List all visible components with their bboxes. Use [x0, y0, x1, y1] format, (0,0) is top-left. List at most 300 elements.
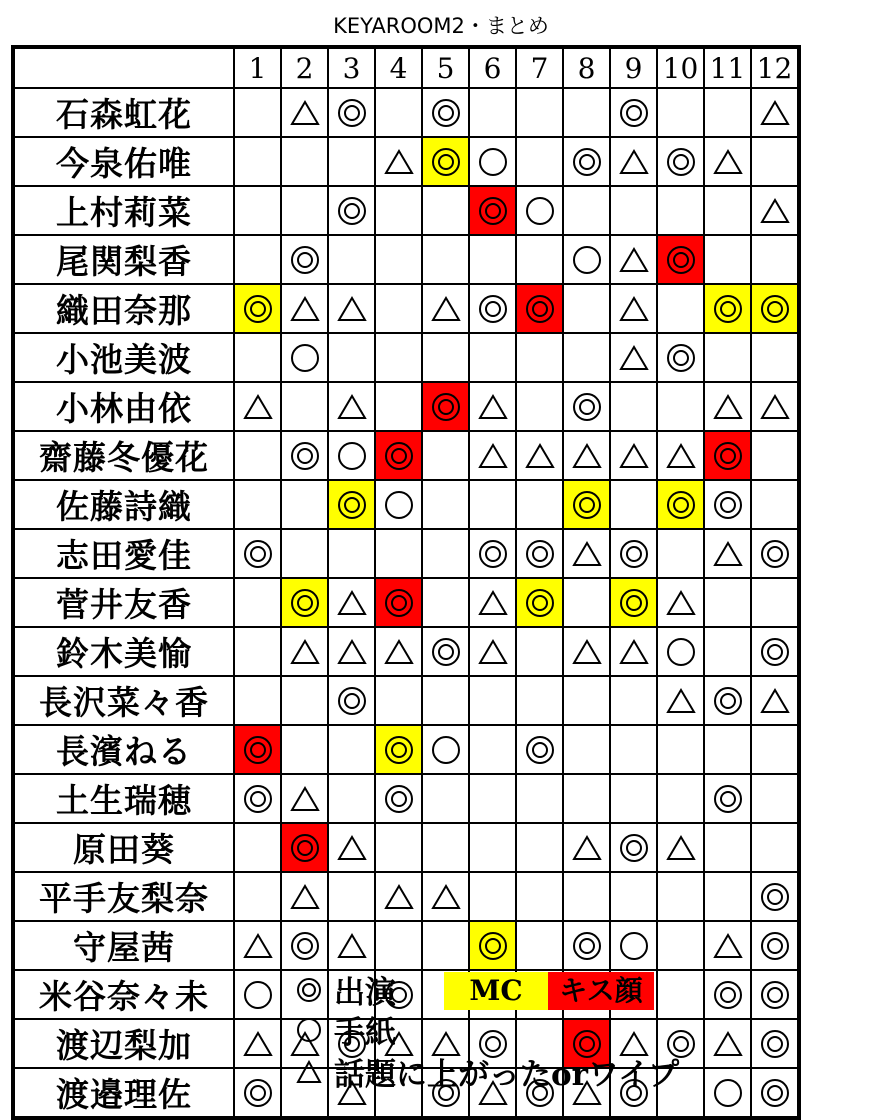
double-circle-icon: [470, 294, 515, 324]
double-circle-icon: [752, 294, 797, 324]
circle-icon: [235, 980, 280, 1010]
double-circle-icon: [282, 588, 327, 618]
double-circle-icon: [329, 196, 374, 226]
table-cell: [469, 578, 516, 627]
column-header: 12: [751, 47, 799, 88]
table-row: [13, 725, 799, 774]
table-cell: [516, 137, 563, 186]
table-cell: [704, 1019, 751, 1068]
column-header: 6: [469, 47, 516, 88]
table-cell: [516, 186, 563, 235]
triangle-icon: [517, 441, 562, 471]
triangle-icon: [376, 637, 421, 667]
table-cell: [469, 88, 516, 137]
double-circle-icon: [752, 539, 797, 569]
table-cell: [422, 137, 469, 186]
table-cell: [375, 676, 422, 725]
table-cell: [610, 872, 657, 921]
double-circle-icon: [282, 441, 327, 471]
table-cell: [610, 529, 657, 578]
table-cell: [751, 725, 799, 774]
table-cell: [281, 578, 328, 627]
double-circle-icon: [705, 441, 750, 471]
table-cell: [328, 137, 375, 186]
table-cell: [234, 382, 281, 431]
table-cell: [563, 823, 610, 872]
table-cell: [516, 431, 563, 480]
table-cell: [563, 578, 610, 627]
table-cell: [657, 284, 704, 333]
table-cell: [610, 333, 657, 382]
double-circle-icon: [235, 539, 280, 569]
table-cell: [516, 88, 563, 137]
table-cell: [704, 137, 751, 186]
table-cell: [657, 823, 704, 872]
table-cell: [516, 333, 563, 382]
table-cell: [610, 137, 657, 186]
table-cell: [422, 382, 469, 431]
table-cell: [516, 529, 563, 578]
member-name: 織田奈那: [13, 284, 234, 333]
triangle-icon: [705, 147, 750, 177]
table-cell: [657, 382, 704, 431]
table-cell: [328, 382, 375, 431]
double-circle-icon: [235, 735, 280, 765]
double-circle-icon: [470, 931, 515, 961]
table-cell: [657, 480, 704, 529]
circle-icon: [611, 931, 656, 961]
table-cell: [704, 1068, 751, 1118]
header-row: [13, 47, 799, 88]
legend-label: 出演: [334, 974, 396, 1011]
double-circle-icon: [235, 784, 280, 814]
table-cell: [751, 431, 799, 480]
triangle-icon: [329, 392, 374, 422]
table-cell: [516, 284, 563, 333]
table-cell: [281, 284, 328, 333]
table-cell: [751, 676, 799, 725]
table-cell: [281, 725, 328, 774]
table-cell: [704, 529, 751, 578]
table-cell: [328, 529, 375, 578]
table-cell: [751, 1068, 799, 1118]
table-cell: [610, 88, 657, 137]
table-cell: [234, 431, 281, 480]
triangle-icon: [470, 392, 515, 422]
table-cell: [704, 872, 751, 921]
table-row: [13, 88, 799, 137]
table-cell: [751, 88, 799, 137]
table-cell: [234, 872, 281, 921]
table-cell: [563, 774, 610, 823]
legend-circle: [296, 1012, 396, 1052]
table-cell: [375, 774, 422, 823]
triangle-icon: [423, 294, 468, 324]
table-cell: [375, 382, 422, 431]
table-cell: [751, 235, 799, 284]
table-cell: [751, 774, 799, 823]
table-cell: [516, 676, 563, 725]
table-cell: [234, 578, 281, 627]
table-cell: [704, 921, 751, 970]
member-name: 今泉佑唯: [13, 137, 234, 186]
table-cell: [375, 186, 422, 235]
table-cell: [234, 88, 281, 137]
double-circle-icon: [705, 784, 750, 814]
double-circle-icon: [329, 490, 374, 520]
table-cell: [469, 529, 516, 578]
table-cell: [563, 627, 610, 676]
table-cell: [281, 186, 328, 235]
table-cell: [281, 823, 328, 872]
table-cell: [516, 578, 563, 627]
table-cell: [328, 333, 375, 382]
table-cell: [610, 676, 657, 725]
table-cell: [516, 725, 563, 774]
member-name: 志田愛佳: [13, 529, 234, 578]
table-cell: [422, 235, 469, 284]
member-name: 長濱ねる: [13, 725, 234, 774]
member-name: 平手友梨奈: [13, 872, 234, 921]
table-cell: [422, 88, 469, 137]
column-header: 8: [563, 47, 610, 88]
table-cell: [657, 725, 704, 774]
triangle-icon: [376, 882, 421, 912]
double-circle-icon: [752, 882, 797, 912]
table-cell: [234, 676, 281, 725]
table-cell: [516, 235, 563, 284]
triangle-icon: [282, 294, 327, 324]
member-name: 菅井友香: [13, 578, 234, 627]
column-header: 3: [328, 47, 375, 88]
double-circle-icon: [376, 588, 421, 618]
column-header: 9: [610, 47, 657, 88]
table-cell: [375, 480, 422, 529]
table-cell: [422, 676, 469, 725]
table-cell: [469, 823, 516, 872]
triangle-icon: [329, 294, 374, 324]
table-cell: [563, 88, 610, 137]
circle-icon: [564, 245, 609, 275]
double-circle-icon: [517, 539, 562, 569]
table-cell: [375, 137, 422, 186]
table-cell: [375, 235, 422, 284]
table-cell: [563, 186, 610, 235]
table-cell: [422, 627, 469, 676]
table-cell: [751, 970, 799, 1019]
table-cell: [516, 480, 563, 529]
circle-icon: [423, 735, 468, 765]
table-cell: [234, 970, 281, 1019]
double-circle-icon: [517, 294, 562, 324]
table-cell: [422, 480, 469, 529]
table-cell: [328, 88, 375, 137]
table-cell: [657, 872, 704, 921]
table-cell: [469, 872, 516, 921]
table-cell: [234, 333, 281, 382]
triangle-icon: [611, 147, 656, 177]
table-cell: [657, 627, 704, 676]
triangle-icon: [329, 833, 374, 863]
double-circle-icon: [517, 735, 562, 765]
double-circle-icon: [705, 686, 750, 716]
table-cell: [704, 333, 751, 382]
triangle-icon: [564, 833, 609, 863]
table-cell: [516, 627, 563, 676]
column-header: 7: [516, 47, 563, 88]
table-cell: [610, 284, 657, 333]
double-circle-icon: [658, 490, 703, 520]
double-circle-icon: [752, 1029, 797, 1059]
double-circle-icon: [282, 931, 327, 961]
table-cell: [751, 627, 799, 676]
triangle-icon: [376, 147, 421, 177]
table-cell: [563, 235, 610, 284]
table-row: [13, 186, 799, 235]
table-row: [13, 970, 799, 1019]
member-name: 長沢菜々香: [13, 676, 234, 725]
triangle-icon: [282, 98, 327, 128]
column-header: 1: [234, 47, 281, 88]
table-cell: [751, 872, 799, 921]
table-cell: [469, 676, 516, 725]
triangle-icon: [235, 392, 280, 422]
double-circle-icon: [752, 1078, 797, 1108]
table-cell: [516, 872, 563, 921]
table-cell: [328, 480, 375, 529]
table-cell: [281, 676, 328, 725]
table-cell: [234, 627, 281, 676]
table-row: [13, 431, 799, 480]
table-cell: [563, 137, 610, 186]
table-cell: [328, 676, 375, 725]
table-cell: [234, 480, 281, 529]
table-cell: [610, 627, 657, 676]
double-circle-icon: [705, 294, 750, 324]
member-name: 齋藤冬優花: [13, 431, 234, 480]
table-cell: [469, 235, 516, 284]
double-circle-icon: [705, 490, 750, 520]
table-cell: [610, 823, 657, 872]
table-cell: [422, 333, 469, 382]
table-cell: [657, 186, 704, 235]
triangle-icon: [470, 637, 515, 667]
table-row: [13, 823, 799, 872]
table-cell: [704, 235, 751, 284]
table-cell: [563, 382, 610, 431]
double-circle-icon: [658, 245, 703, 275]
double-circle-icon: [752, 980, 797, 1010]
double-circle-icon: [564, 931, 609, 961]
double-circle-icon: [282, 833, 327, 863]
table-cell: [375, 872, 422, 921]
legend-mc-badge: MC: [444, 972, 548, 1010]
table-cell: [328, 627, 375, 676]
table-cell: [704, 970, 751, 1019]
triangle-icon: [658, 588, 703, 618]
member-name: 鈴木美愉: [13, 627, 234, 676]
triangle-icon: [611, 343, 656, 373]
table-cell: [751, 529, 799, 578]
table-cell: [469, 382, 516, 431]
table-cell: [469, 627, 516, 676]
table-cell: [234, 1019, 281, 1068]
table-cell: [328, 872, 375, 921]
double-circle-icon: [611, 98, 656, 128]
double-circle-icon: [752, 931, 797, 961]
table-cell: [281, 137, 328, 186]
member-name: 渡邉理佐: [13, 1068, 234, 1118]
double-circle-icon: [611, 539, 656, 569]
double-circle-icon: [658, 343, 703, 373]
triangle-icon: [564, 637, 609, 667]
double-circle-icon: [564, 147, 609, 177]
member-name: 原田葵: [13, 823, 234, 872]
triangle-icon: [658, 833, 703, 863]
table-cell: [375, 627, 422, 676]
table-row: [13, 627, 799, 676]
table-cell: [704, 480, 751, 529]
table-cell: [234, 1068, 281, 1118]
member-name: 石森虹花: [13, 88, 234, 137]
table-cell: [704, 774, 751, 823]
table-row: [13, 284, 799, 333]
table-cell: [281, 235, 328, 284]
double-circle-icon: [235, 294, 280, 324]
table-cell: [281, 88, 328, 137]
table-row: [13, 676, 799, 725]
double-circle-icon: [705, 980, 750, 1010]
table-row: [13, 137, 799, 186]
table-cell: [657, 529, 704, 578]
triangle-icon: [329, 588, 374, 618]
triangle-icon: [705, 392, 750, 422]
table-cell: [375, 333, 422, 382]
table-cell: [704, 284, 751, 333]
table-cell: [234, 529, 281, 578]
table-cell: [328, 186, 375, 235]
table-cell: [281, 627, 328, 676]
table-row: [13, 529, 799, 578]
triangle-icon: [705, 1029, 750, 1059]
corner-cell: [13, 47, 234, 88]
table-cell: [375, 578, 422, 627]
table-cell: [469, 431, 516, 480]
column-header: 10: [657, 47, 704, 88]
triangle-icon: [611, 245, 656, 275]
table-cell: [751, 480, 799, 529]
summary-table: [11, 45, 801, 1120]
double-circle-icon: [752, 637, 797, 667]
triangle-icon: [705, 539, 750, 569]
triangle-icon: [235, 931, 280, 961]
member-name: 小池美波: [13, 333, 234, 382]
table-cell: [422, 431, 469, 480]
triangle-icon: [658, 441, 703, 471]
double-circle-icon: [423, 98, 468, 128]
legend-double-circle: [296, 972, 396, 1012]
table-cell: [281, 431, 328, 480]
triangle-icon: [752, 686, 797, 716]
circle-icon: [329, 441, 374, 471]
table-cell: [657, 88, 704, 137]
table-row: [13, 235, 799, 284]
table-cell: [422, 578, 469, 627]
table-cell: [422, 284, 469, 333]
page-title: KEYAROOM2・まとめ: [333, 14, 549, 38]
table-cell: [375, 725, 422, 774]
circle-icon: [376, 490, 421, 520]
triangle-icon: [658, 686, 703, 716]
table-cell: [469, 284, 516, 333]
table-cell: [657, 676, 704, 725]
table-cell: [375, 823, 422, 872]
table-cell: [422, 823, 469, 872]
table-row: [13, 774, 799, 823]
table-cell: [234, 921, 281, 970]
member-name: 尾関梨香: [13, 235, 234, 284]
table-cell: [751, 137, 799, 186]
table-cell: [375, 921, 422, 970]
table-cell: [234, 725, 281, 774]
table-cell: [610, 725, 657, 774]
table-cell: [375, 284, 422, 333]
member-name: 佐藤詩織: [13, 480, 234, 529]
table-cell: [657, 431, 704, 480]
table-cell: [422, 774, 469, 823]
double-circle-icon: [611, 833, 656, 863]
table-cell: [563, 725, 610, 774]
table-cell: [281, 774, 328, 823]
double-circle-icon: [423, 637, 468, 667]
table-cell: [422, 186, 469, 235]
table-cell: [328, 725, 375, 774]
circle-icon: [282, 343, 327, 373]
table-cell: [657, 235, 704, 284]
double-circle-icon: [376, 441, 421, 471]
table-cell: [563, 333, 610, 382]
table-cell: [375, 431, 422, 480]
table-cell: [234, 137, 281, 186]
column-header: 2: [281, 47, 328, 88]
table-cell: [328, 578, 375, 627]
triangle-icon: [235, 1029, 280, 1059]
table-cell: [234, 235, 281, 284]
triangle-icon: [282, 784, 327, 814]
circle-icon: [658, 637, 703, 667]
table-cell: [610, 431, 657, 480]
table-cell: [704, 627, 751, 676]
table-row: [13, 578, 799, 627]
double-circle-icon: [470, 196, 515, 226]
triangle-icon: [564, 539, 609, 569]
table-cell: [610, 235, 657, 284]
triangle-icon: [470, 441, 515, 471]
double-circle-icon: [564, 490, 609, 520]
table-cell: [657, 578, 704, 627]
table-cell: [328, 921, 375, 970]
table-cell: [328, 823, 375, 872]
table-cell: [375, 88, 422, 137]
table-cell: [281, 333, 328, 382]
double-circle-icon: [235, 1078, 280, 1108]
column-header: 4: [375, 47, 422, 88]
table-cell: [751, 921, 799, 970]
legend-triangle: [296, 1054, 679, 1094]
member-name: 小林由依: [13, 382, 234, 431]
legend-kiss-badge: キス顔: [548, 972, 654, 1010]
double-circle-icon: [376, 735, 421, 765]
